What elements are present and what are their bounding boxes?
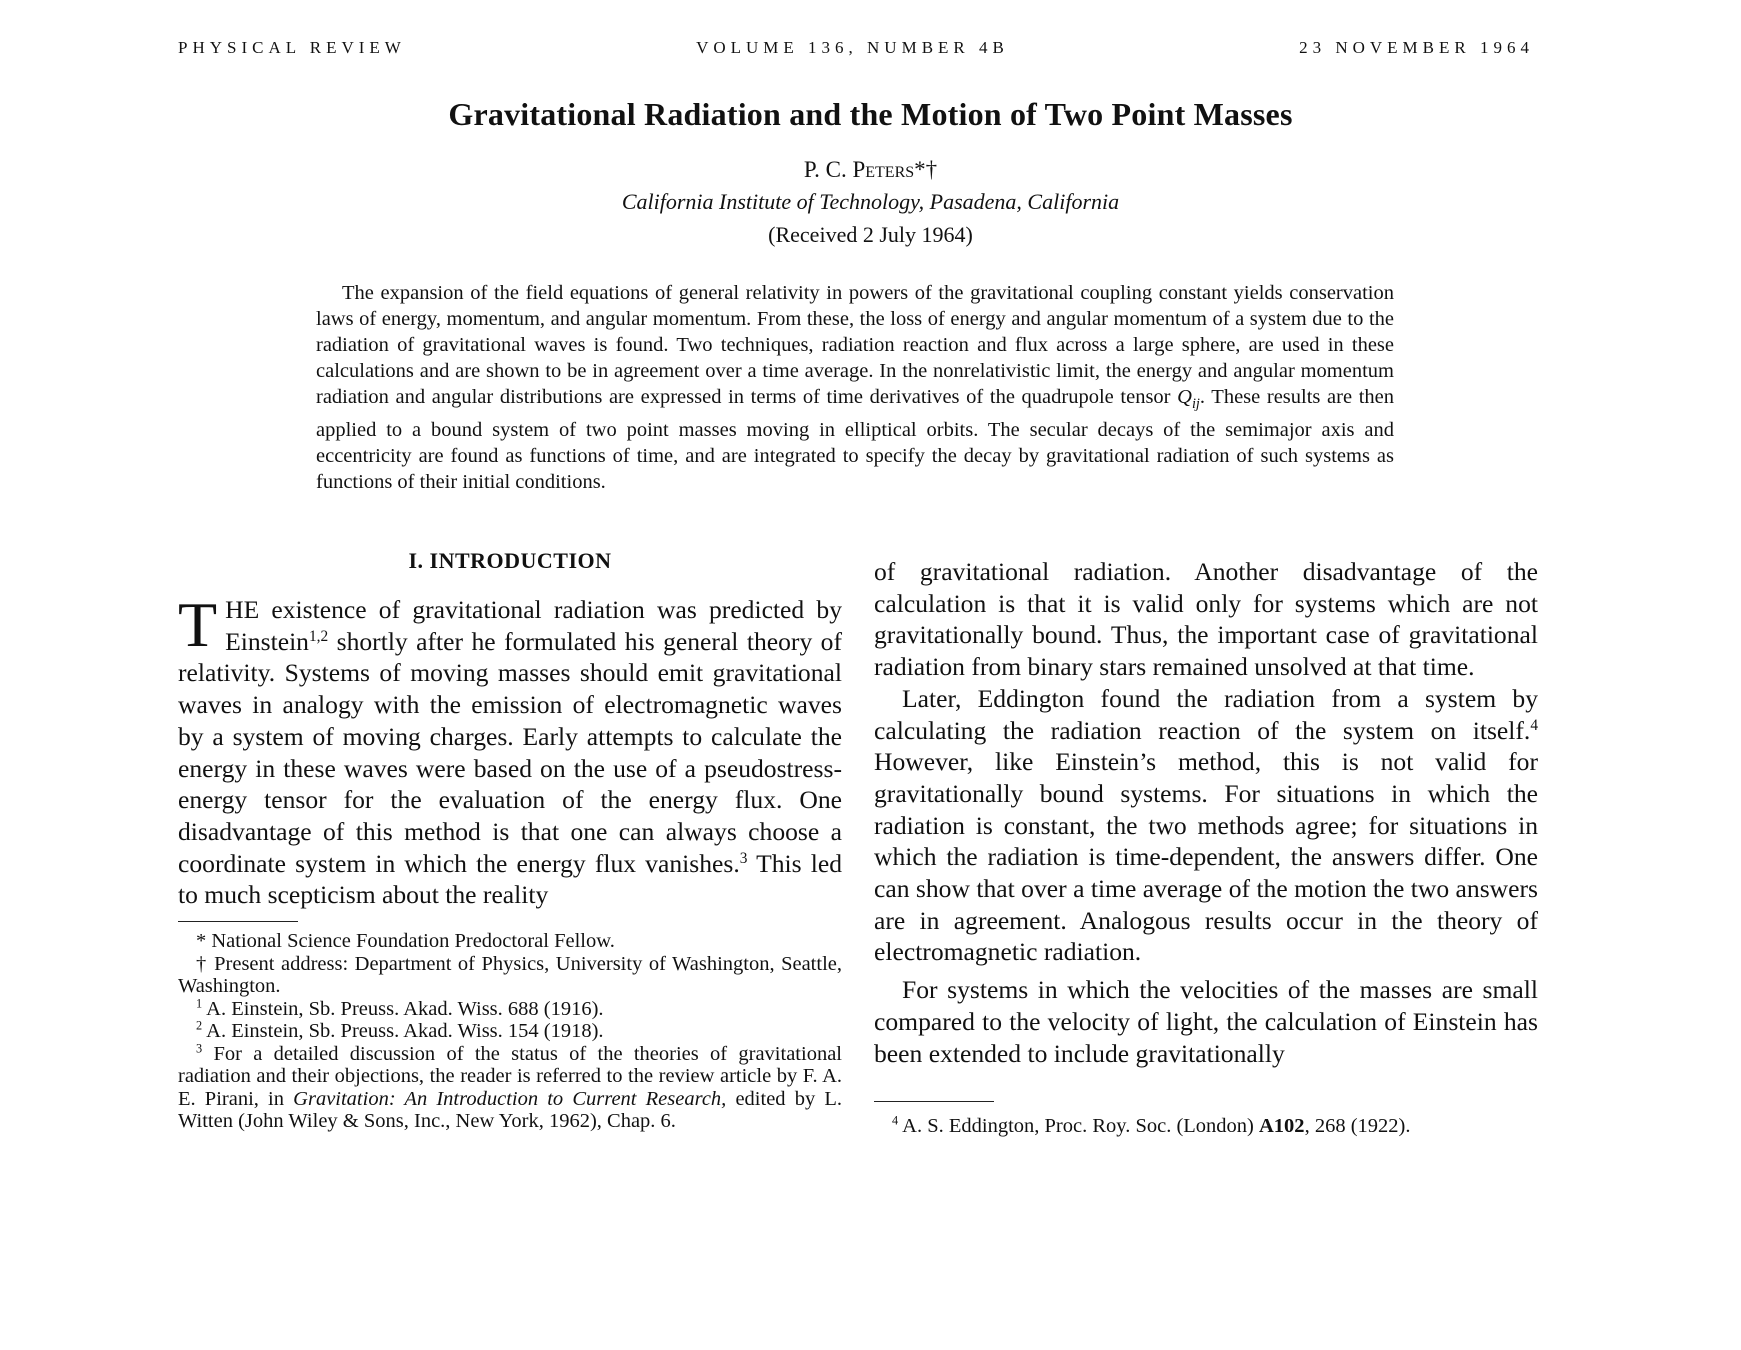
intro-paragraph-3: For systems in which the velocities of the masses are small compared to the velocity of light, the calculation of Einstein has been extended to include gravitationally	[874, 975, 1538, 1068]
intro-text-a: HE existence of gravitational radiation was predicted by Einstein	[225, 595, 842, 656]
affiliation: California Institute of Technology, Pasadena, California	[621, 189, 1120, 214]
paper-title: Gravitational Radiation and the Motion of Two Point Masses	[448, 96, 1293, 132]
footnote-3	[178, 1043, 842, 1133]
footnote-text: A. Einstein, Sb. Preuss. Akad. Wiss. 688 (1916).	[202, 997, 604, 1020]
footnote-volume: A102	[1259, 1115, 1305, 1138]
intro-text-b: shortly after he formulated his general theory of relativity. Systems of moving masses should emit gravitational waves in analogy with the emission of electromagnetic waves by a system of moving charges. Early attempts to calculate the energy in these waves were based on the use of a pseudostress-energy tensor for the evaluation of the energy flux. One disadvantage of this method is that one can always choose a coordinate system in which the energy flux vanishes.	[178, 626, 842, 878]
ref-mark: 3	[739, 849, 748, 867]
quadrupole-symbol: $Q_{ij}$	[1177, 386, 1200, 413]
author-line	[0, 157, 1741, 183]
footnote-1	[178, 998, 842, 1021]
running-head	[178, 38, 1534, 58]
footnote-mark: 3	[196, 1041, 203, 1056]
received-date: (Received 2 July 1964)	[768, 222, 973, 247]
footnote-text: A. Einstein, Sb. Preuss. Akad. Wiss. 154 (1918).	[202, 1020, 604, 1043]
footnote-mark: 4	[892, 1113, 899, 1128]
ref-mark: 4	[1530, 716, 1538, 734]
para2-text-a: Later, Eddington found the radiation from a system by calculating the radiation reaction of the system on itself.	[874, 683, 1538, 745]
footnote-star: * National Science Foundation Predoctoral Fellow.	[196, 930, 615, 953]
footnote-4	[874, 1114, 1538, 1138]
footnote-mark: 2	[196, 1018, 203, 1033]
left-column	[178, 548, 842, 1133]
footnote-mark: 1	[196, 996, 203, 1011]
footnote-text: A. S. Eddington, Proc. Roy. Soc. (London)	[898, 1115, 1259, 1138]
section-heading: I. INTRODUCTION	[408, 548, 612, 573]
para2-text-b: However, like Einstein’s method, this is not valid for gravitationally bound systems. For situations in which the radiation is constant, the two methods agree; for situations in which the radiation is time-dependent, the answers differ. One can show that over a time average of the motion the two answers are in agreement. Analogous results occur in the theory of electromagnetic radiation.	[874, 747, 1538, 967]
intro-paragraph-1-continued: of gravitational radiation. Another disadvantage of the calculation is that it is valid only for systems which are not gravitationally bound. Thus, the important case of gravitational radiation from binary stars remained unsolved at that time.	[874, 557, 1538, 682]
footnote-divider	[874, 1101, 994, 1102]
abstract-text-1: The expansion of the field equations of general relativity in powers of the gravitational coupling constant yields conservation laws of energy, momentum, and angular momentum. From these, the loss of energy and angular momentum of a system due to the radiation of gravitational waves is found. Two techniques, radiation reaction and flux across a large sphere, are used in these calculations and are shown to be in agreement over a time average. In the nonrelativistic limit, the energy and angular momentum radiation and angular distributions are expressed in terms of time derivatives of the quadrupole tensor	[316, 282, 1394, 408]
footnote-text: For a detailed discussion of the status of the theories of gravitational radiation and their objections, the reader is referred to the review article by F. A. E. Pirani, in	[178, 1042, 842, 1110]
author-initials: P. C.	[803, 157, 853, 182]
abstract-text-2: . These results are then applied to a bound system of two point masses moving in elliptical orbits. The secular decays of the semimajor axis and eccentricity are found as functions of time, and are integrated to specify the decay by gravitational radiation of such systems as functions of their initial conditions.	[316, 386, 1394, 494]
author-surname: Peters	[852, 157, 915, 182]
volume-number: VOLUME 136, NUMBER 4B	[696, 38, 1009, 57]
intro-text-c: This led to much scepticism about the reality	[178, 848, 843, 910]
footnotes	[178, 930, 842, 1133]
abstract	[316, 280, 1394, 495]
issue-date: 23 NOVEMBER 1964	[1299, 38, 1534, 57]
footnote-divider	[178, 921, 298, 922]
footnote-2	[178, 1020, 842, 1043]
right-column	[874, 556, 1538, 1138]
footnote-book-title: Gravitation: An Introduction to Current Research,	[293, 1087, 727, 1110]
ref-mark: 1,2	[308, 627, 329, 645]
intro-paragraph-2	[874, 683, 1538, 968]
footnote-text: edited by L. Witten (John Wiley & Sons, Inc., New York, 1962), Chap. 6.	[178, 1087, 842, 1133]
footnote-text: , 268 (1922).	[1304, 1115, 1411, 1138]
author-footnote-marks: *†	[914, 157, 938, 182]
journal-name: PHYSICAL REVIEW	[178, 38, 406, 57]
intro-paragraph-1	[178, 589, 843, 911]
drop-cap: T	[178, 589, 218, 660]
footnote-dagger: † Present address: Department of Physics, University of Washington, Seattle, Washington.	[178, 952, 842, 998]
